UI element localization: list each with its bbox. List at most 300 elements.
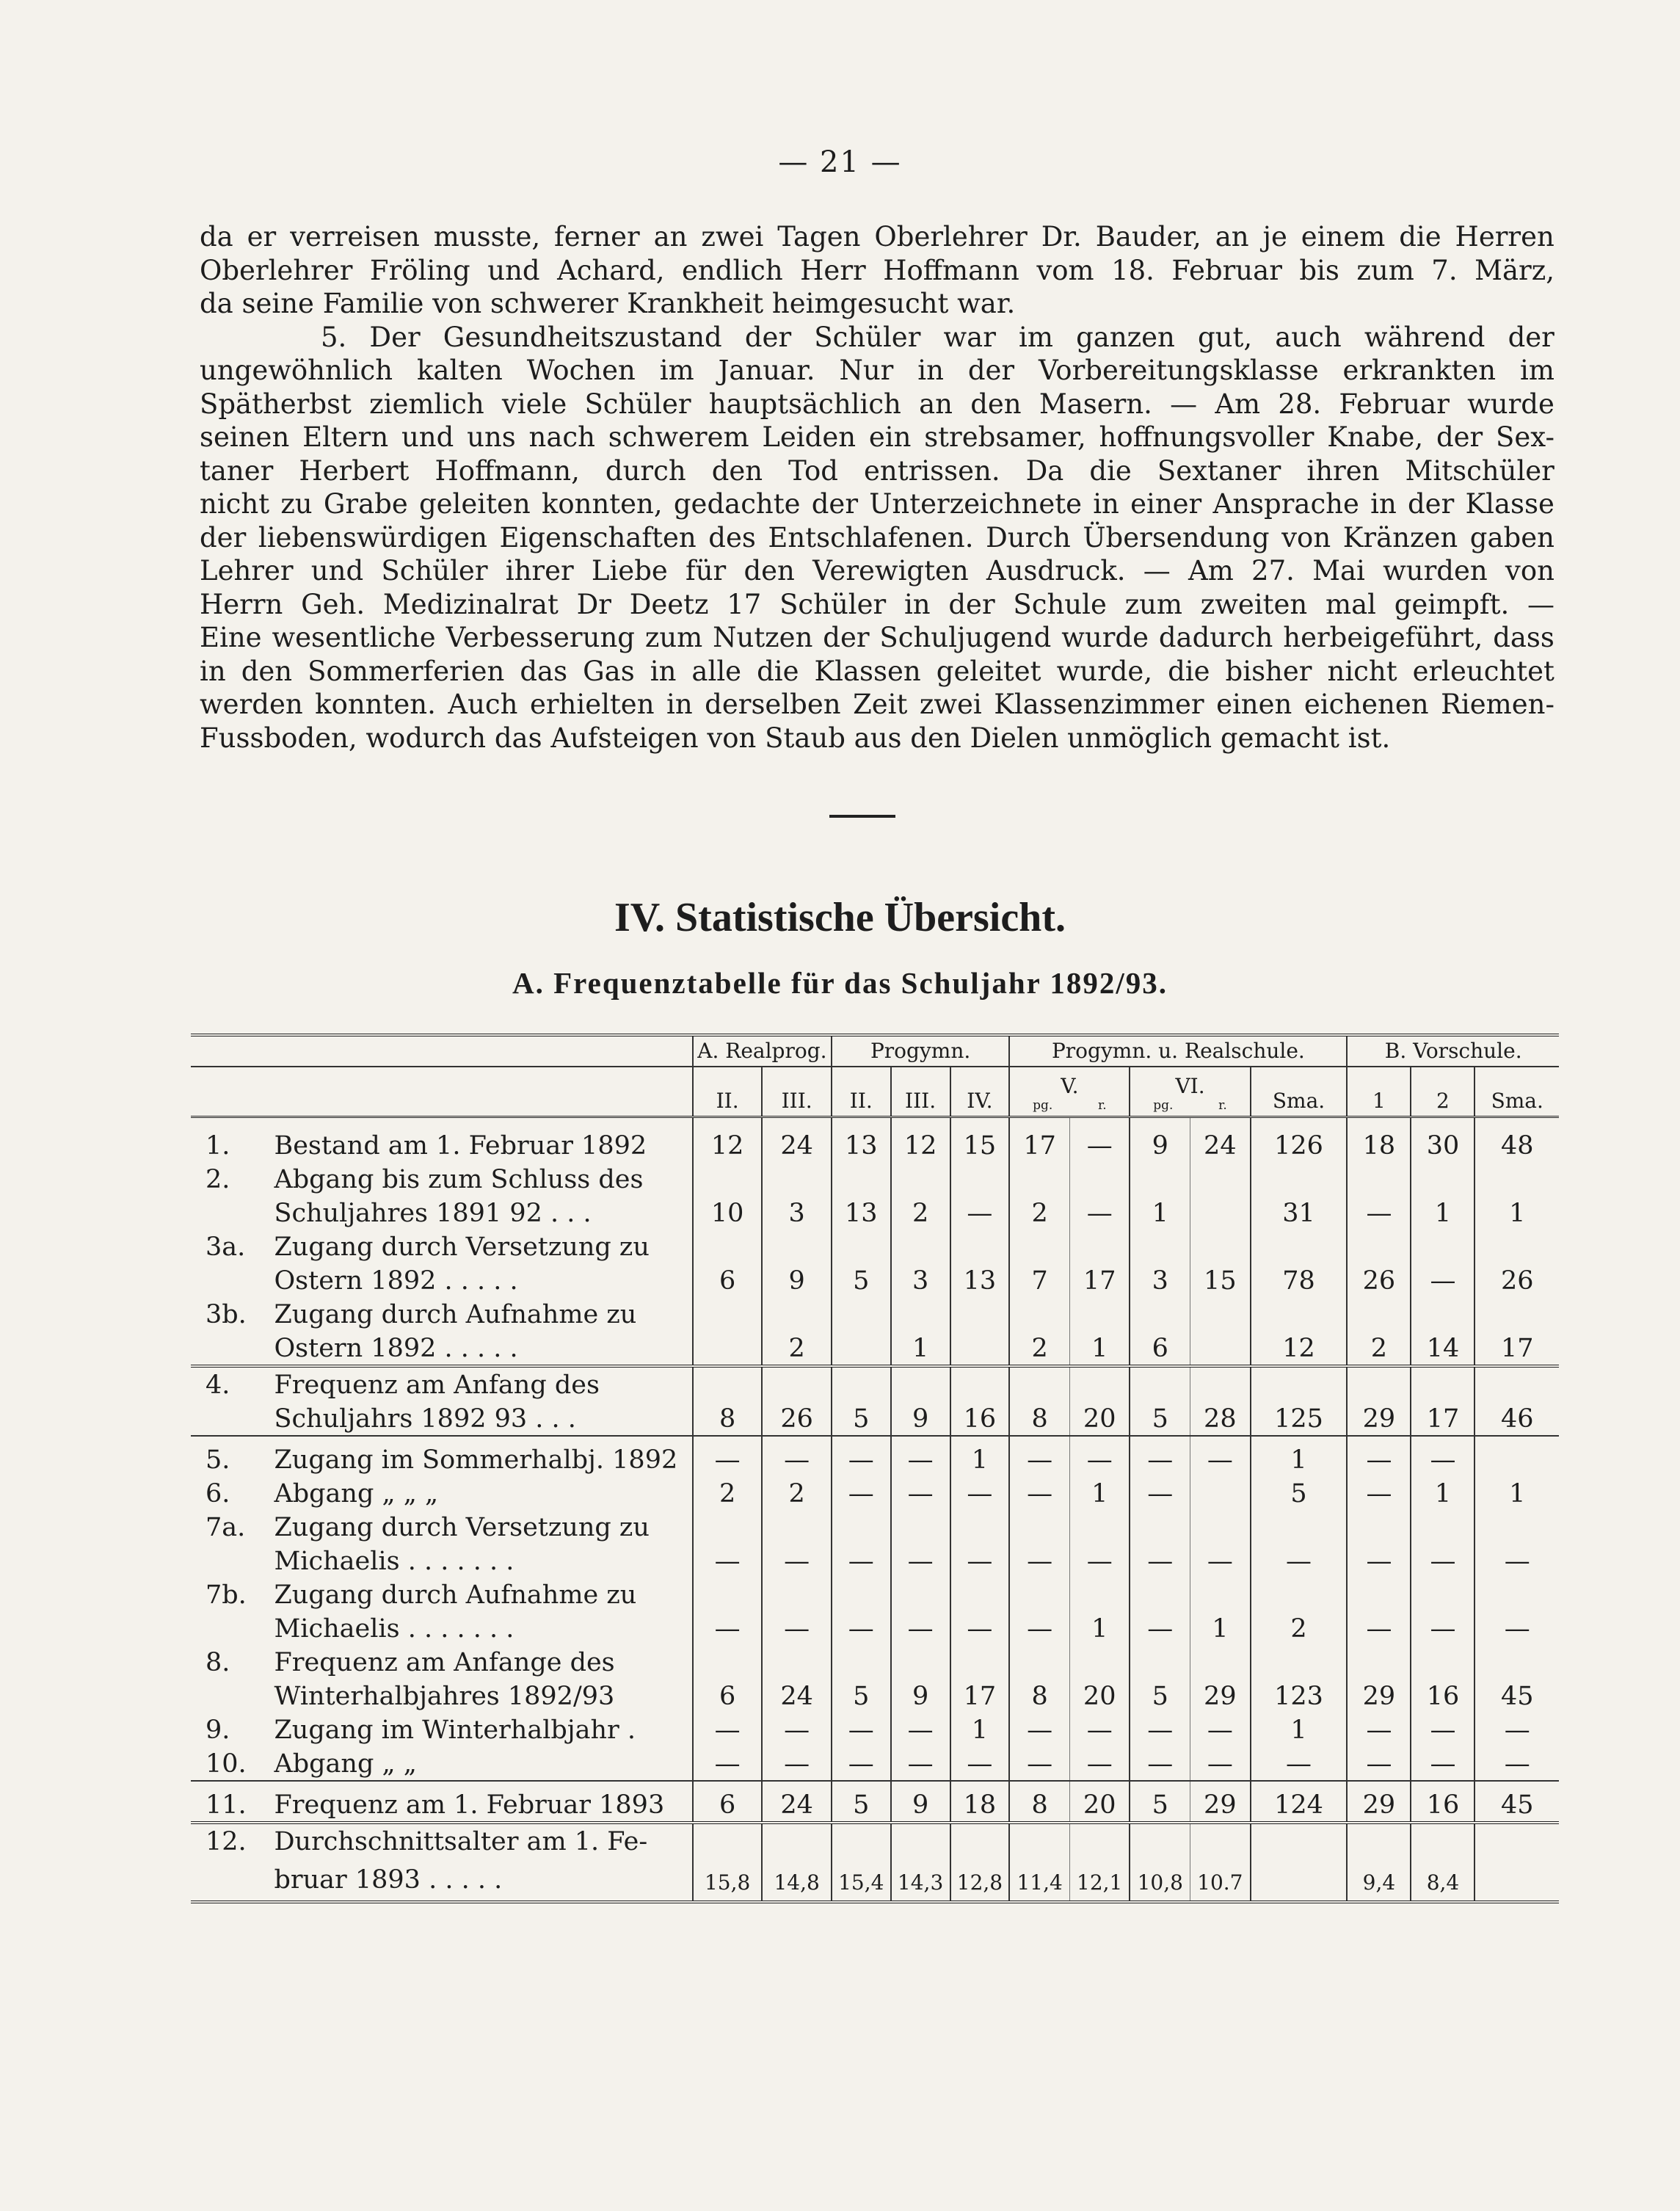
table-cell bbox=[1190, 1476, 1251, 1510]
table-row bbox=[191, 1117, 1559, 1163]
table-cell bbox=[762, 1366, 832, 1401]
text-word: Am bbox=[1188, 555, 1234, 587]
text-word: Schüler bbox=[814, 321, 921, 353]
text-word: alle bbox=[691, 655, 742, 687]
table-cell: 5 bbox=[1130, 1781, 1190, 1823]
text-word: uns bbox=[467, 421, 516, 453]
section-title: IV. Statistische Übersicht. bbox=[614, 895, 1066, 940]
row-index bbox=[191, 1331, 263, 1366]
table-cell bbox=[1130, 1578, 1190, 1611]
text-word: wurde bbox=[1061, 622, 1149, 653]
table-cell bbox=[1411, 1645, 1474, 1679]
text-word: ungewöhnlich bbox=[200, 355, 393, 386]
text-word: den bbox=[970, 388, 1022, 420]
table-cell: 29 bbox=[1347, 1781, 1411, 1823]
header-vorschule: B. Vorschule. bbox=[1347, 1035, 1559, 1067]
text-word: im bbox=[659, 355, 694, 386]
text-word: während bbox=[1364, 321, 1486, 353]
text-word: im bbox=[1520, 355, 1554, 386]
text-word: endlich bbox=[682, 254, 783, 286]
separator-rule bbox=[829, 815, 895, 818]
text-word: hauptsächlich bbox=[708, 388, 901, 420]
row-label: Abgang bis zum Schluss des bbox=[274, 1164, 644, 1194]
table-cell: — bbox=[891, 1436, 950, 1476]
text-word: — bbox=[1143, 555, 1171, 587]
text-word: 28. bbox=[1278, 388, 1322, 420]
text-word: wurde, bbox=[1056, 655, 1153, 687]
text-word: Medizinalrat bbox=[382, 588, 559, 620]
table-cell: — bbox=[1190, 1713, 1251, 1746]
table-cell bbox=[832, 1230, 891, 1263]
table-cell: 10.7 bbox=[1190, 1862, 1251, 1902]
table-cell bbox=[1069, 1645, 1130, 1679]
table-cell: 9 bbox=[891, 1401, 950, 1436]
text-word: Tagen bbox=[777, 221, 861, 253]
table-cell: — bbox=[1009, 1713, 1069, 1746]
text-word: Verewigten bbox=[812, 555, 969, 587]
header-cell-v bbox=[1009, 1067, 1130, 1117]
table-cell bbox=[693, 1823, 763, 1862]
header-cell: III. bbox=[891, 1067, 950, 1117]
table-cell: 29 bbox=[1190, 1781, 1251, 1823]
table-cell bbox=[693, 1331, 763, 1366]
table-cell: 7 bbox=[1009, 1263, 1069, 1297]
table-cell: — bbox=[1411, 1436, 1474, 1476]
table-cell: — bbox=[1411, 1713, 1474, 1746]
row-label: Schuljahres 1891 92 . . . bbox=[274, 1198, 592, 1228]
table-cell bbox=[1347, 1230, 1411, 1263]
table-cell: — bbox=[1411, 1746, 1474, 1781]
text-word: Eltern bbox=[302, 421, 389, 453]
table-cell: — bbox=[950, 1476, 1010, 1510]
table-cell: — bbox=[693, 1544, 763, 1578]
text-word: seinen bbox=[200, 421, 290, 453]
table-cell bbox=[693, 1366, 763, 1401]
table-cell: 3 bbox=[891, 1263, 950, 1297]
text-word: da bbox=[200, 221, 233, 253]
text-line bbox=[200, 521, 1554, 555]
text-word: Klassen bbox=[814, 655, 921, 687]
text-line bbox=[200, 388, 1554, 421]
text-line bbox=[200, 254, 1554, 288]
table-cell: 5 bbox=[832, 1263, 891, 1297]
text-word: entrissen. bbox=[864, 454, 1000, 487]
text-word: konnten, bbox=[541, 488, 663, 520]
text-word: Ansprache bbox=[1212, 488, 1359, 520]
text-word: je bbox=[1262, 221, 1287, 253]
table-cell bbox=[1009, 1230, 1069, 1263]
text-word: Klasse bbox=[1465, 488, 1554, 520]
table-cell bbox=[762, 1230, 832, 1263]
table-cell: 1 bbox=[1069, 1331, 1130, 1366]
table-cell bbox=[693, 1510, 763, 1544]
text-word: in bbox=[903, 588, 931, 620]
table-cell: 29 bbox=[1347, 1401, 1411, 1436]
table-cell: 6 bbox=[693, 1679, 763, 1713]
text-word: bis bbox=[1299, 254, 1339, 286]
table-cell: — bbox=[1347, 1746, 1411, 1781]
header-vi-pg: pg. bbox=[1153, 1097, 1174, 1113]
table-cell: — bbox=[832, 1476, 891, 1510]
table-cell bbox=[1069, 1297, 1130, 1331]
table-cell: — bbox=[762, 1611, 832, 1645]
text-word: Übersendung bbox=[1083, 521, 1270, 553]
table-cell bbox=[1251, 1862, 1348, 1902]
table-cell: 1 bbox=[1251, 1436, 1348, 1476]
text-word: Sextaner bbox=[1157, 454, 1281, 487]
table-cell: 31 bbox=[1251, 1196, 1348, 1230]
frequency-table bbox=[191, 1034, 1559, 1903]
table-cell: 9 bbox=[891, 1781, 950, 1823]
table-cell bbox=[693, 1297, 763, 1331]
table-cell: — bbox=[950, 1196, 1010, 1230]
text-word: der bbox=[1436, 421, 1483, 453]
text-word: Liebe bbox=[591, 555, 668, 587]
table-cell bbox=[1474, 1436, 1559, 1476]
table-cell bbox=[1009, 1823, 1069, 1862]
table-cell bbox=[1411, 1230, 1474, 1263]
table-cell bbox=[1190, 1510, 1251, 1544]
table-cell bbox=[1009, 1645, 1069, 1679]
table-cell bbox=[1009, 1578, 1069, 1611]
table-cell: — bbox=[1130, 1746, 1190, 1781]
text-word: viele bbox=[501, 388, 567, 420]
table-cell bbox=[762, 1578, 832, 1611]
text-word: Knabe, bbox=[1327, 421, 1424, 453]
text-word: Oberlehrer bbox=[200, 254, 353, 286]
table-row bbox=[191, 1476, 1559, 1510]
table-row bbox=[191, 1713, 1559, 1746]
table-cell bbox=[1474, 1578, 1559, 1611]
table-cell: 26 bbox=[762, 1401, 832, 1436]
table-cell bbox=[891, 1510, 950, 1544]
text-word: der bbox=[1408, 488, 1455, 520]
row-label: Abgang „ „ bbox=[274, 1749, 417, 1779]
table-cell: — bbox=[693, 1746, 763, 1781]
text-word: zweiten bbox=[1200, 588, 1308, 620]
table-cell: 2 bbox=[762, 1331, 832, 1366]
text-word: der bbox=[200, 521, 247, 553]
table-cell: 45 bbox=[1474, 1679, 1559, 1713]
table-cell: — bbox=[1347, 1436, 1411, 1476]
text-word: Grabe bbox=[323, 488, 408, 520]
text-word: zum bbox=[1124, 588, 1183, 620]
text-word: und bbox=[310, 555, 364, 587]
table-cell bbox=[1009, 1162, 1069, 1196]
text-word: Deetz bbox=[629, 588, 709, 620]
table-cell: 18 bbox=[950, 1781, 1010, 1823]
text-word: Durch bbox=[986, 521, 1071, 553]
text-word: den bbox=[241, 655, 293, 687]
header-realprog: A. Realprog. bbox=[693, 1035, 832, 1067]
table-row bbox=[191, 1263, 1559, 1297]
text-line bbox=[200, 220, 1554, 254]
text-word: im bbox=[1019, 321, 1053, 353]
table-cell: 24 bbox=[1190, 1117, 1251, 1163]
table-cell bbox=[1069, 1823, 1130, 1862]
header-cell: Sma. bbox=[1474, 1067, 1559, 1117]
table-cell: 9 bbox=[762, 1263, 832, 1297]
table-cell: — bbox=[762, 1544, 832, 1578]
table-cell bbox=[1251, 1578, 1348, 1611]
header-vi-label: VI. bbox=[1175, 1074, 1205, 1099]
table-cell: — bbox=[832, 1436, 891, 1476]
row-label: Zugang durch Versetzung zu bbox=[274, 1512, 650, 1542]
text-word: an bbox=[1215, 221, 1249, 253]
text-word: Hoffmann, bbox=[434, 454, 580, 487]
table-cell: — bbox=[1130, 1476, 1190, 1510]
row-label: Frequenz am Anfang des bbox=[263, 1366, 692, 1401]
row-label: Ostern 1892 . . . . . bbox=[274, 1333, 518, 1363]
text-word: das bbox=[520, 655, 568, 687]
text-word: in bbox=[200, 655, 226, 687]
text-word: durch bbox=[605, 454, 686, 487]
text-word: taner bbox=[200, 454, 274, 487]
text-word: und bbox=[401, 421, 454, 453]
table-cell bbox=[832, 1366, 891, 1401]
table-cell bbox=[1069, 1510, 1130, 1544]
row-index: 5. bbox=[191, 1436, 263, 1476]
table-cell bbox=[1347, 1823, 1411, 1862]
table-cell: 5 bbox=[1251, 1476, 1348, 1510]
row-label: Durchschnittsalter am 1. Fe- bbox=[263, 1823, 692, 1862]
text-word: von bbox=[1281, 521, 1331, 553]
text-word: zu bbox=[280, 488, 313, 520]
table-cell: 1 bbox=[1190, 1611, 1251, 1645]
table-cell: 29 bbox=[1347, 1679, 1411, 1713]
table-cell: — bbox=[762, 1436, 832, 1476]
text-word: konnten. bbox=[315, 689, 436, 720]
table-cell: — bbox=[762, 1713, 832, 1746]
table-cell: 15,4 bbox=[832, 1862, 891, 1902]
row-label: Ostern 1892 . . . . . bbox=[274, 1266, 518, 1296]
text-word: Schüler bbox=[779, 588, 887, 620]
table-cell: 20 bbox=[1069, 1781, 1130, 1823]
text-word: 27. bbox=[1251, 555, 1295, 587]
table-cell bbox=[1411, 1578, 1474, 1611]
row-index: 9. bbox=[206, 1715, 230, 1745]
row-index: 7a. bbox=[206, 1512, 246, 1542]
text-word: in bbox=[1093, 488, 1119, 520]
text-word: Tod bbox=[788, 454, 838, 487]
text-word: der bbox=[823, 622, 870, 653]
body-text bbox=[200, 220, 1554, 755]
table-cell bbox=[1251, 1162, 1348, 1196]
table-cell: 5 bbox=[832, 1679, 891, 1713]
table-cell: 30 bbox=[1411, 1117, 1474, 1163]
table-cell bbox=[1190, 1297, 1251, 1331]
text-word: nach bbox=[528, 421, 595, 453]
table-cell: — bbox=[1130, 1544, 1190, 1578]
row-index bbox=[191, 1401, 263, 1436]
text-word: Achard, bbox=[557, 254, 665, 286]
text-word: Nur bbox=[839, 355, 894, 386]
table-cell: — bbox=[762, 1746, 832, 1781]
text-word: Ausdruck. bbox=[986, 555, 1126, 587]
page-number: — 21 — bbox=[778, 145, 902, 179]
text-word: Schüler bbox=[584, 388, 691, 420]
row-label: Frequenz am Anfange des bbox=[274, 1647, 615, 1677]
text-word: ihrer bbox=[505, 555, 574, 587]
text-word: gedachte bbox=[673, 488, 801, 520]
table-cell bbox=[1474, 1645, 1559, 1679]
table-cell bbox=[891, 1366, 950, 1401]
text-word: erleuchtet bbox=[1412, 655, 1554, 687]
table-cell bbox=[832, 1162, 891, 1196]
text-word: gut, bbox=[1197, 321, 1253, 353]
row-label: Abgang „ „ „ bbox=[274, 1478, 439, 1509]
table-cell bbox=[693, 1578, 763, 1611]
text-word: erkrankten bbox=[1342, 355, 1497, 386]
table-cell bbox=[1190, 1366, 1251, 1401]
table-cell bbox=[891, 1578, 950, 1611]
table-cell bbox=[1411, 1510, 1474, 1544]
row-index: 3b. bbox=[206, 1299, 247, 1329]
text-word: Riemen- bbox=[1441, 689, 1554, 720]
table-body bbox=[191, 1117, 1559, 1903]
text-word: die bbox=[1399, 221, 1441, 253]
text-word: 18. bbox=[1111, 254, 1154, 286]
table-cell bbox=[762, 1823, 832, 1862]
table-cell: — bbox=[1347, 1611, 1411, 1645]
table-cell: 13 bbox=[832, 1117, 891, 1163]
header-cell: IV. bbox=[950, 1067, 1010, 1117]
table-cell bbox=[1474, 1510, 1559, 1544]
header-v-label: V. bbox=[1061, 1074, 1079, 1099]
row-label: Michaelis . . . . . . . bbox=[274, 1613, 514, 1644]
table-cell bbox=[891, 1297, 950, 1331]
row-label: Frequenz am 1. Februar 1893 bbox=[263, 1781, 692, 1823]
table-cell bbox=[693, 1162, 763, 1196]
table-cell: — bbox=[1130, 1713, 1190, 1746]
table-row bbox=[191, 1162, 1559, 1196]
table-cell: — bbox=[1069, 1117, 1130, 1163]
text-word: strebsamer, bbox=[924, 421, 1086, 453]
header-blank bbox=[191, 1067, 693, 1117]
table-cell bbox=[693, 1645, 763, 1679]
table-cell: 16 bbox=[950, 1401, 1010, 1436]
text-word: Eigenschaften bbox=[499, 521, 697, 553]
table-cell bbox=[693, 1230, 763, 1263]
table-cell: 125 bbox=[1251, 1401, 1348, 1436]
table-cell: 12,8 bbox=[950, 1862, 1010, 1902]
table-cell bbox=[1251, 1230, 1348, 1263]
text-word: Februar bbox=[1339, 388, 1450, 420]
text-word: Januar. bbox=[718, 355, 815, 386]
text-word: einen bbox=[1216, 689, 1292, 720]
table-cell: 1 bbox=[1251, 1713, 1348, 1746]
table-cell bbox=[1251, 1366, 1348, 1401]
table-cell: — bbox=[1474, 1746, 1559, 1781]
table-cell bbox=[950, 1578, 1010, 1611]
table-cell: 1 bbox=[1474, 1476, 1559, 1510]
text-line bbox=[200, 621, 1554, 655]
table-cell bbox=[1190, 1578, 1251, 1611]
table-cell: 48 bbox=[1474, 1117, 1559, 1163]
table-cell: — bbox=[1009, 1544, 1069, 1578]
text-line bbox=[200, 287, 1554, 321]
text-word: auch bbox=[1275, 321, 1342, 353]
table-cell bbox=[1009, 1510, 1069, 1544]
text-word: Schule bbox=[1013, 588, 1107, 620]
table-cell bbox=[1069, 1162, 1130, 1196]
text-word: des bbox=[708, 521, 756, 553]
table-cell: 6 bbox=[693, 1263, 763, 1297]
text-word: zwei bbox=[701, 221, 764, 253]
table-cell: 1 bbox=[1474, 1196, 1559, 1230]
table-cell: — bbox=[1190, 1436, 1251, 1476]
text-word: Der bbox=[369, 321, 421, 353]
header-v-r: r. bbox=[1097, 1097, 1107, 1113]
text-word: nicht bbox=[200, 488, 270, 520]
table-cell: 20 bbox=[1069, 1401, 1130, 1436]
table-cell: 13 bbox=[950, 1263, 1010, 1297]
text-word: der bbox=[811, 488, 859, 520]
text-word: ganzen bbox=[1076, 321, 1175, 353]
table-cell bbox=[1474, 1823, 1559, 1862]
text-line bbox=[200, 454, 1554, 488]
table-cell: — bbox=[1347, 1713, 1411, 1746]
text-word: in bbox=[1370, 488, 1397, 520]
text-word: Schüler bbox=[381, 555, 488, 587]
text-word: geimpft. bbox=[1394, 588, 1510, 620]
table-cell bbox=[832, 1331, 891, 1366]
text-word: bisher bbox=[1225, 655, 1312, 687]
table-cell: — bbox=[891, 1611, 950, 1645]
header-cell: 2 bbox=[1411, 1067, 1474, 1117]
text-word: zum bbox=[1356, 254, 1414, 286]
text-word: Geh. bbox=[301, 588, 366, 620]
table-cell bbox=[1190, 1162, 1251, 1196]
text-word: Nutzen bbox=[713, 622, 813, 653]
table-cell: 18 bbox=[1347, 1117, 1411, 1163]
table-cell bbox=[1347, 1297, 1411, 1331]
row-label: Zugang durch Aufnahme zu bbox=[274, 1299, 637, 1329]
table-cell: — bbox=[1251, 1544, 1348, 1578]
header-blank bbox=[191, 1035, 693, 1067]
table-cell: — bbox=[1411, 1263, 1474, 1297]
row-index bbox=[191, 1679, 263, 1713]
table-cell bbox=[1190, 1331, 1251, 1366]
table-row bbox=[191, 1366, 1559, 1401]
text-word: Dr. bbox=[1041, 221, 1082, 253]
text-word: mal bbox=[1325, 588, 1376, 620]
table-cell: 15 bbox=[1190, 1263, 1251, 1297]
table-cell: 29 bbox=[1190, 1679, 1251, 1713]
table-cell: 126 bbox=[1251, 1117, 1348, 1163]
table-row bbox=[191, 1611, 1559, 1645]
text-word: eichenen bbox=[1303, 689, 1429, 720]
text-word: Schuljugend bbox=[879, 622, 1052, 653]
table-cell: — bbox=[1069, 1436, 1130, 1476]
text-word: Sex- bbox=[1496, 421, 1554, 453]
text-word: Wochen bbox=[526, 355, 636, 386]
text-word: war bbox=[943, 321, 996, 353]
text-word: der bbox=[948, 588, 995, 620]
table-cell bbox=[762, 1510, 832, 1544]
table-cell: 17 bbox=[950, 1679, 1010, 1713]
text-word: Spätherbst bbox=[200, 388, 352, 420]
table-cell bbox=[1474, 1297, 1559, 1331]
table-cell: 24 bbox=[762, 1117, 832, 1163]
row-label: Zugang im Winterhalbjahr . bbox=[274, 1715, 636, 1745]
table-cell: — bbox=[1009, 1476, 1069, 1510]
table-cell bbox=[1347, 1645, 1411, 1679]
text-word: Fröling bbox=[369, 254, 470, 286]
table-cell: — bbox=[1347, 1476, 1411, 1510]
table-cell: — bbox=[832, 1746, 891, 1781]
table-cell: 10 bbox=[693, 1196, 763, 1230]
